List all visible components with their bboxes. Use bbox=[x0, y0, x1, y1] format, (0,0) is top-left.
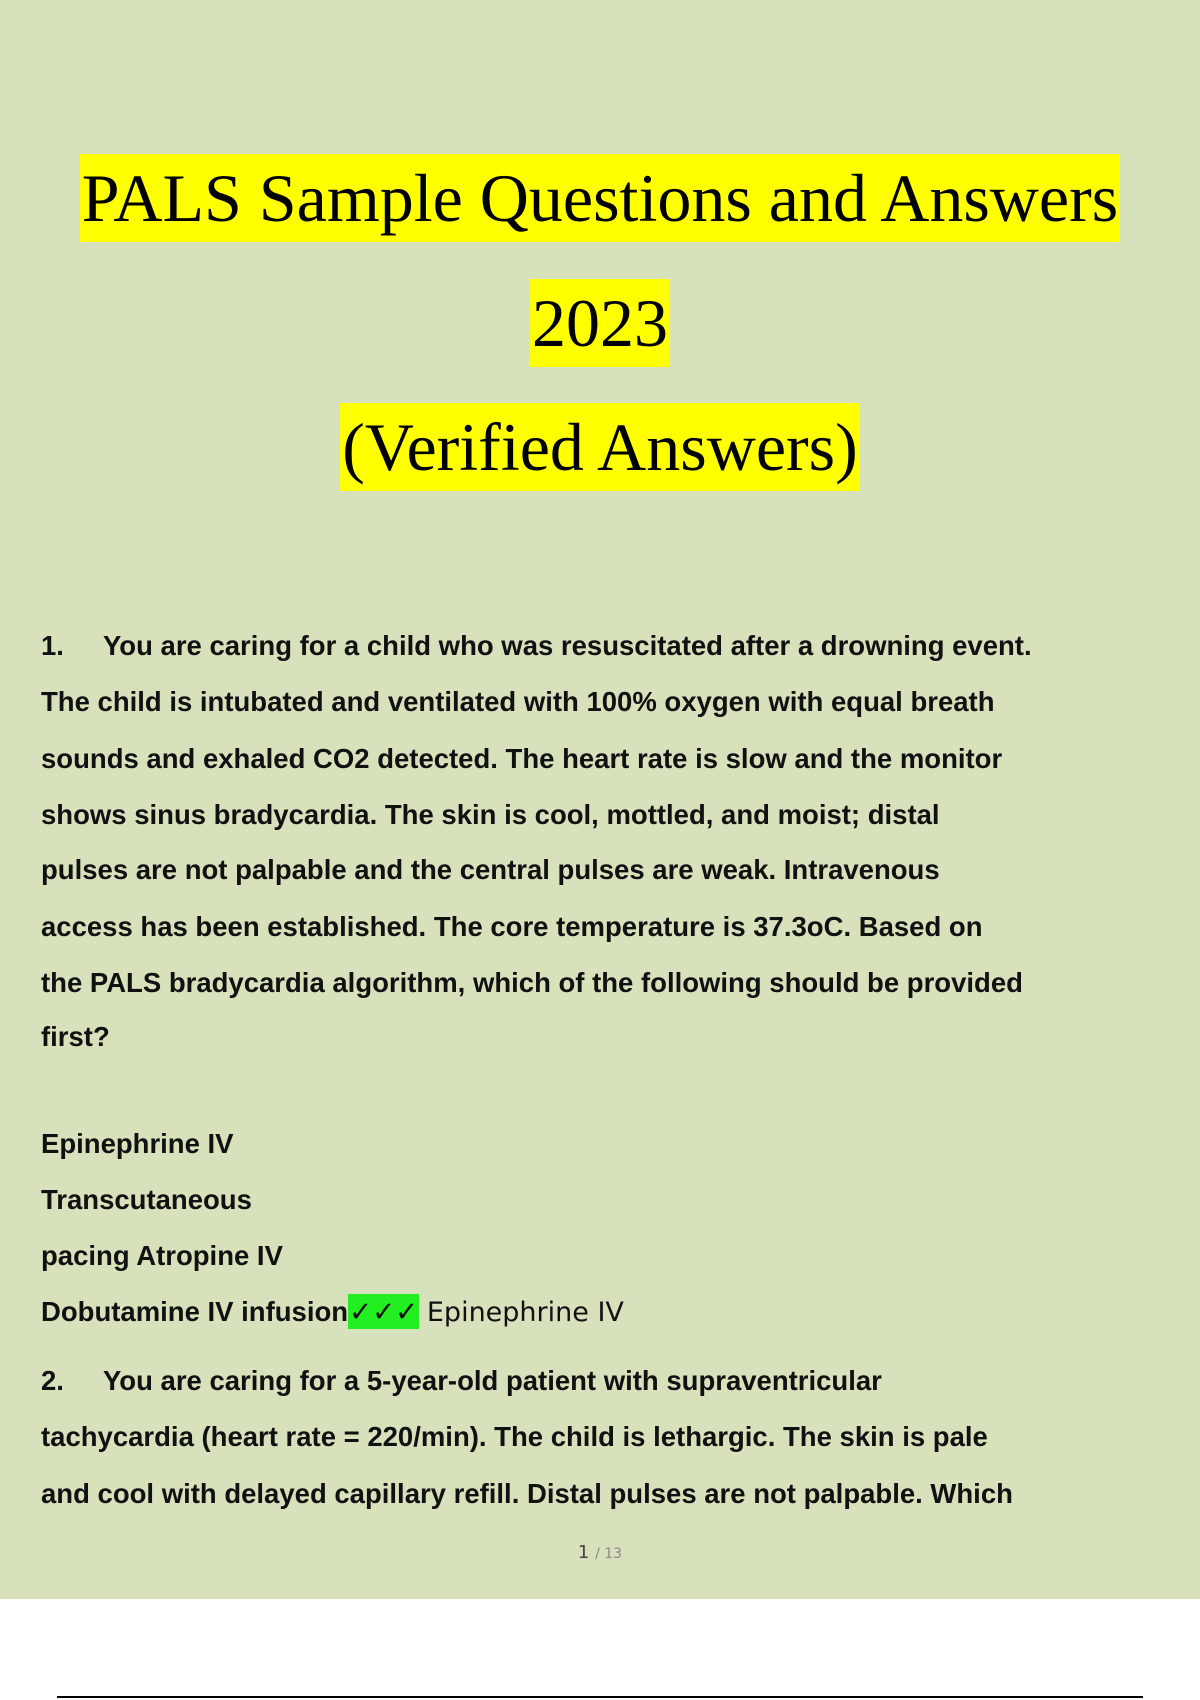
question-1-line: access has been established. The core temperature is 37.3oC. Based on bbox=[41, 911, 983, 942]
question-text: You are caring for a child who was resuscitated after a drowning event. bbox=[103, 630, 1032, 661]
question-1-line: sounds and exhaled CO2 detected. The heart rate is slow and the monitor bbox=[41, 743, 1003, 774]
question-2-line: tachycardia (heart rate = 220/min). The child is lethargic. The skin is pale bbox=[41, 1421, 988, 1452]
question-1-line: pulses are not palpable and the central pulses are weak. Intravenous bbox=[41, 854, 940, 885]
title-highlight: (Verified Answers) bbox=[340, 403, 860, 491]
title-line-1 bbox=[0, 160, 1200, 236]
question-1-line: the PALS bradycardia algorithm, which of the following should be provided bbox=[41, 967, 1023, 998]
question-2-line bbox=[41, 1364, 882, 1398]
current-page: 1 bbox=[577, 1542, 590, 1563]
option: pacing Atropine IV bbox=[41, 1240, 283, 1271]
divider bbox=[57, 1696, 1143, 1698]
total-pages: / 13 bbox=[595, 1546, 623, 1562]
page-indicator bbox=[0, 1542, 1200, 1563]
title-line-2 bbox=[0, 285, 1200, 361]
question-2-line: and cool with delayed capillary refill. Distal pulses are not palpable. Which bbox=[41, 1478, 1013, 1509]
option-with-answer bbox=[41, 1295, 624, 1330]
title-highlight: 2023 bbox=[530, 279, 670, 367]
question-1-line: shows sinus bradycardia. The skin is cool, mottled, and moist; distal bbox=[41, 799, 940, 830]
question-number: 2. bbox=[41, 1365, 64, 1396]
correct-answer: Epinephrine IV bbox=[426, 1297, 624, 1328]
question-1-line bbox=[41, 629, 1032, 663]
option: Epinephrine IV bbox=[41, 1128, 234, 1159]
question-1-line: The child is intubated and ventilated with 100% oxygen with equal breath bbox=[41, 686, 995, 717]
question-text: You are caring for a 5-year-old patient with supraventricular bbox=[103, 1365, 882, 1396]
title-highlight: PALS Sample Questions and Answers bbox=[80, 154, 1120, 242]
title-line-3 bbox=[0, 409, 1200, 485]
check-mark-icon: ✓✓✓ bbox=[349, 1296, 419, 1327]
option: Dobutamine IV infusion bbox=[41, 1296, 349, 1327]
question-1-line: first? bbox=[41, 1021, 110, 1052]
question-number: 1. bbox=[41, 630, 64, 661]
option: Transcutaneous bbox=[41, 1184, 252, 1215]
